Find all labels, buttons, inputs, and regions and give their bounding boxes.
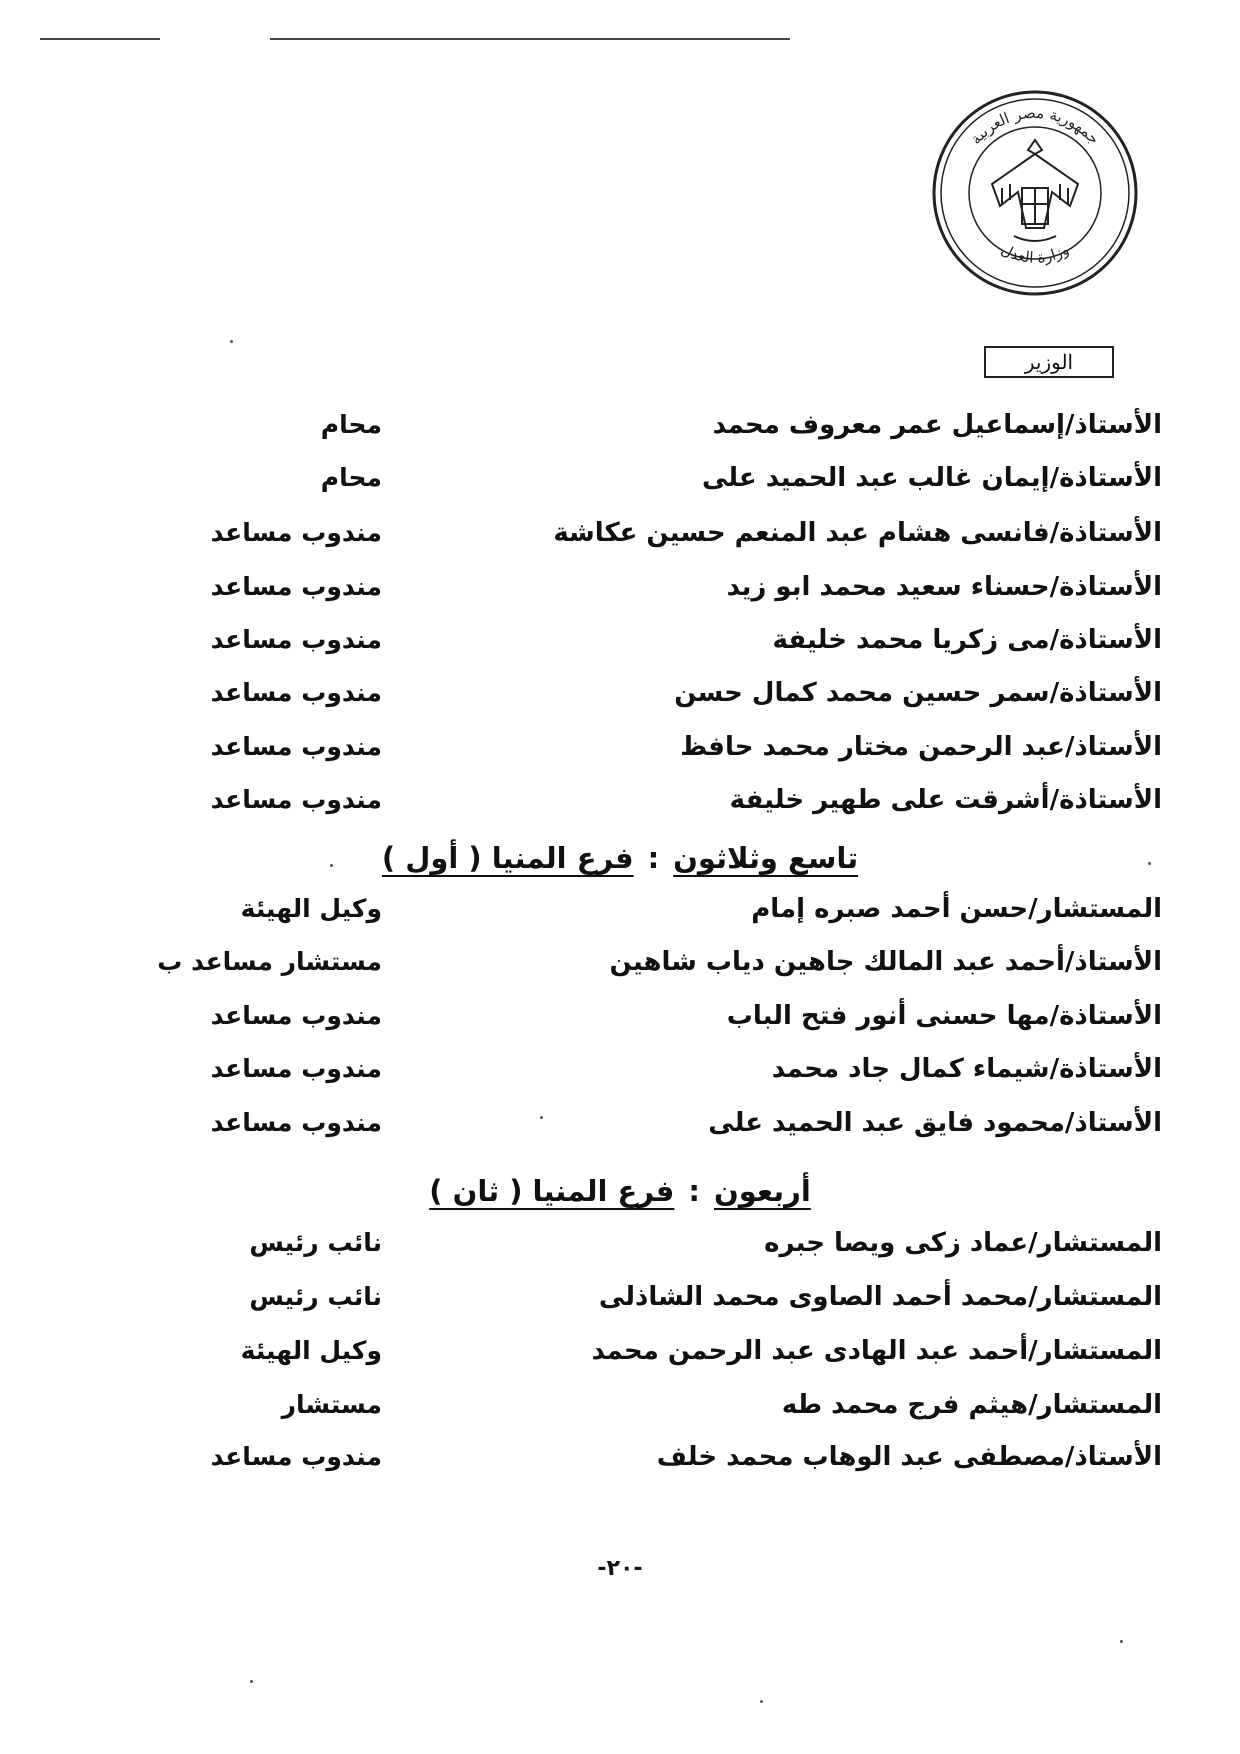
section-number: تاسع وثلاثون [673, 841, 859, 875]
list-item [0, 779, 1240, 829]
member-title: مندوب مساعد [210, 1001, 382, 1030]
member-title: مندوب مساعد [210, 732, 382, 761]
member-title: محام [320, 463, 382, 492]
member-name: المستشار/هيثم فرج محمد طه [781, 1390, 1162, 1420]
list-item [0, 512, 1240, 562]
member-title: وكيل الهيئة [240, 894, 382, 923]
member-title: مندوب مساعد [210, 1054, 382, 1083]
member-name: الأستاذ/عبد الرحمن مختار محمد حافظ [680, 732, 1162, 762]
scan-speck [330, 864, 333, 867]
list-item [0, 1276, 1240, 1326]
member-title: نائب رئيس [249, 1282, 382, 1311]
member-name: المستشار/محمد أحمد الصاوى محمد الشاذلى [598, 1282, 1162, 1312]
section-number: أربعون [713, 1174, 811, 1208]
list-item [0, 888, 1240, 938]
list-item [0, 404, 1240, 454]
member-title: مندوب مساعد [210, 572, 382, 601]
minister-label-text: الوزير [1024, 350, 1074, 374]
member-title: مندوب مساعد [210, 1442, 382, 1471]
member-title: محام [320, 410, 382, 439]
page-number: -٢٠- [597, 1556, 643, 1581]
seal-text-bottom: وزارة العدل [998, 240, 1072, 267]
scan-speck [250, 1680, 253, 1683]
member-name: الأستاذ/محمود فايق عبد الحميد على [708, 1108, 1162, 1138]
list-item [0, 457, 1240, 507]
list-item [0, 1436, 1240, 1486]
section-heading [0, 1166, 1240, 1216]
list-item [0, 619, 1240, 669]
list-item [0, 995, 1240, 1045]
scan-speck [540, 1116, 543, 1119]
list-item [0, 941, 1240, 991]
section-heading [0, 833, 1240, 883]
scan-speck [1148, 862, 1151, 865]
member-title: مندوب مساعد [210, 625, 382, 654]
seal-text-top: جمهورية مصر العربية [966, 103, 1104, 148]
list-item [0, 1330, 1240, 1380]
member-title: مستشار مساعد ب [157, 947, 382, 976]
member-title: مندوب مساعد [210, 678, 382, 707]
member-name: الأستاذة/حسناء سعيد محمد ابو زيد [726, 572, 1162, 602]
list-item [0, 672, 1240, 722]
list-item [0, 1384, 1240, 1434]
list-item [0, 726, 1240, 776]
member-name: الأستاذة/أشرقت على طهير خليفة [729, 785, 1162, 815]
list-item [0, 566, 1240, 616]
member-name: الأستاذة/شيماء كمال جاد محمد [771, 1054, 1162, 1084]
section-separator: : [647, 841, 660, 875]
list-item [0, 1102, 1240, 1152]
section-separator: : [688, 1174, 700, 1208]
member-name: الأستاذة/فانسى هشام عبد المنعم حسين عكاشة [553, 518, 1162, 548]
section-branch: فرع المنيا ( أول ) [381, 841, 634, 875]
list-item [0, 1048, 1240, 1098]
member-name: الأستاذة/مى زكريا محمد خليفة [772, 625, 1162, 655]
scan-speck [760, 1700, 763, 1703]
member-title: نائب رئيس [249, 1228, 382, 1257]
member-name: المستشار/أحمد عبد الهادى عبد الرحمن محمد [591, 1336, 1162, 1366]
member-name: الأستاذ/مصطفى عبد الوهاب محمد خلف [656, 1442, 1162, 1472]
member-title: مندوب مساعد [210, 1108, 382, 1137]
member-name: الأستاذ/أحمد عبد المالك جاهين دياب شاهين [609, 947, 1162, 977]
member-name: الأستاذ/إسماعيل عمر معروف محمد [712, 410, 1162, 440]
member-name: المستشار/عماد زكى ويصا جبره [764, 1228, 1162, 1258]
section-branch: فرع المنيا ( ثان ) [429, 1174, 675, 1208]
member-name: المستشار/حسن أحمد صبره إمام [751, 894, 1162, 924]
member-title: مستشار [281, 1390, 382, 1419]
member-name: الأستاذة/سمر حسين محمد كمال حسن [674, 678, 1162, 708]
member-name: الأستاذة/إيمان غالب عبد الحميد على [701, 463, 1162, 493]
member-title: مندوب مساعد [210, 785, 382, 814]
member-name: الأستاذة/مها حسنى أنور فتح الباب [726, 1001, 1162, 1031]
list-item [0, 1222, 1240, 1272]
scan-speck [230, 340, 233, 343]
member-title: وكيل الهيئة [240, 1336, 382, 1365]
member-title: مندوب مساعد [210, 518, 382, 547]
scan-speck [1120, 1640, 1123, 1643]
